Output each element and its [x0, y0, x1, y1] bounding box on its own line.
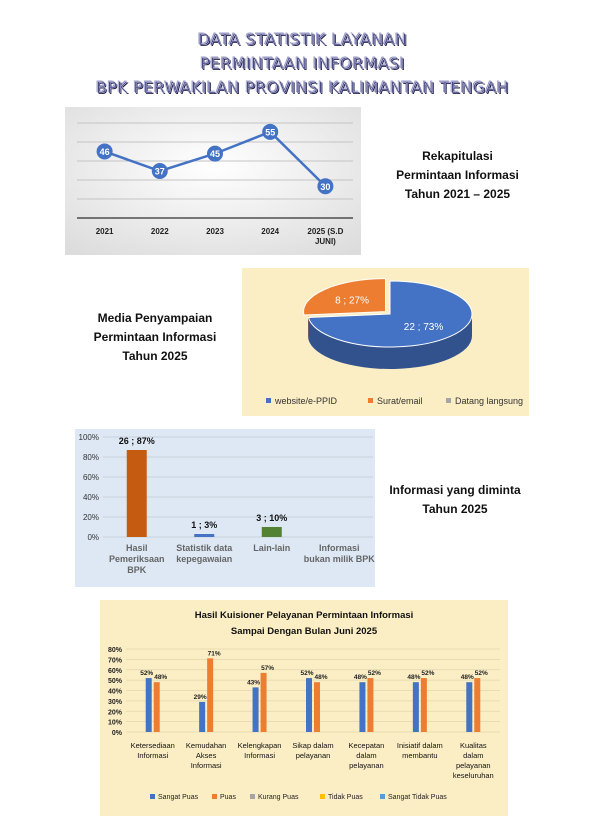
x-tick-label: dalam [463, 751, 484, 760]
x-tick-label: Kualitas [459, 741, 487, 750]
legend-swatch [368, 398, 373, 403]
legend-swatch [212, 794, 217, 799]
caption-1-line-3: Tahun 2021 – 2025 [404, 187, 511, 201]
data-label: 46 [99, 146, 110, 157]
x-tick-label: dalam [356, 751, 377, 760]
bar [413, 682, 419, 732]
data-label: 48% [353, 674, 367, 682]
data-label: 45 [209, 149, 221, 160]
y-tick-label: 10% [107, 719, 122, 727]
pie-chart-panel [242, 268, 529, 416]
y-tick-label: 40% [82, 493, 99, 502]
x-tick-label: pelayanan [349, 761, 384, 770]
data-label: 52% [140, 670, 154, 678]
bar [359, 682, 365, 732]
x-tick-label: Pemeriksaan [108, 554, 165, 564]
data-label: 52% [421, 670, 435, 678]
x-tick-label: Kelengkapan [237, 741, 282, 750]
data-label: 26 ; 87% [118, 436, 155, 446]
bar [262, 527, 282, 537]
y-tick-label: 20% [82, 513, 99, 522]
x-tick-label: 2021 [95, 227, 114, 236]
y-tick-label: 80% [107, 647, 122, 654]
y-tick-label: 0% [111, 730, 122, 737]
legend-swatch [150, 794, 155, 799]
data-label: 29% [193, 693, 207, 701]
bar [146, 678, 152, 732]
data-label: 55 [265, 127, 276, 138]
data-label: 52% [300, 670, 314, 678]
caption-informasi [375, 481, 535, 519]
y-tick-label: 80% [82, 453, 99, 462]
data-label: 52% [367, 670, 381, 678]
bar [207, 658, 213, 732]
pie-slice-label: 22 ; 73% [403, 322, 444, 334]
legend-swatch [266, 398, 271, 403]
y-tick-label: 50% [107, 678, 122, 686]
x-tick-label: Akses [195, 751, 217, 760]
legend-swatch [320, 794, 325, 799]
caption-3-line-2: Tahun 2025 [422, 502, 488, 516]
bar [253, 687, 259, 732]
legend-label: Sangat Puas [158, 794, 199, 801]
y-tick-label: 60% [82, 473, 99, 482]
legend-label: Datang langsung [455, 396, 524, 406]
x-tick-label: Kemudahan [185, 741, 227, 750]
title-line-1: DATA STATISTIK LAYANAN [197, 30, 408, 49]
data-label: 57% [261, 664, 275, 672]
y-tick-label: 60% [107, 667, 122, 675]
legend-label: Tidak Puas [328, 794, 363, 801]
bar [127, 450, 147, 537]
caption-3-line-1: Informasi yang diminta [389, 483, 521, 497]
title-line-3: BPK PERWAKILAN PROVINSI KALIMANTAN TENGAH [95, 78, 510, 97]
caption-1-line-2: Permintaan Informasi [396, 168, 519, 182]
x-tick-label: Kecepatan [348, 741, 385, 750]
x-tick-label: Informasi [137, 751, 169, 760]
x-tick-label: kepegawaian [176, 554, 233, 564]
caption-2-line-3: Tahun 2025 [122, 349, 188, 363]
survey-grouped-bar-chart [100, 600, 508, 816]
x-tick-label: Informasi [244, 751, 275, 760]
x-tick-label: pelayanan [295, 751, 331, 760]
page-title [0, 28, 605, 100]
legend-label: Kurang Puas [258, 794, 299, 801]
data-label: 48% [314, 674, 328, 682]
data-label: 48% [460, 674, 474, 682]
survey-chart-subtitle: Sampai Dengan Bulan Juni 2025 [230, 626, 378, 637]
x-tick-label: 2025 (S.D [307, 227, 344, 236]
survey-chart-title: Hasil Kuisioner Pelayanan Permintaan Informasi [194, 610, 414, 621]
data-label: 1 ; 3% [191, 520, 218, 530]
bar [306, 678, 312, 732]
data-label: 71% [207, 650, 221, 658]
caption-rekapitulasi [360, 147, 555, 204]
caption-media [60, 309, 250, 366]
bar [261, 673, 267, 732]
x-tick-label: Informasi [318, 543, 360, 553]
bar [421, 678, 427, 732]
yearly-requests-line-chart [65, 107, 361, 255]
x-tick-label: membantu [402, 751, 438, 760]
data-label: 3 ; 10% [256, 513, 288, 523]
x-tick-label: Hasil [125, 543, 148, 553]
data-label: 52% [474, 670, 488, 678]
y-tick-label: 30% [107, 698, 122, 706]
x-tick-label: JUNI) [314, 237, 336, 246]
data-label: 48% [154, 674, 168, 682]
data-label: 43% [247, 679, 261, 687]
caption-1-line-1: Rekapitulasi [422, 149, 493, 163]
data-label: 30 [320, 181, 331, 192]
bar [314, 682, 320, 732]
legend-label: Surat/email [377, 396, 423, 406]
y-tick-label: 70% [107, 657, 122, 665]
x-tick-label: Sikap dalam [292, 741, 334, 750]
y-tick-label: 0% [87, 533, 99, 542]
x-tick-label: 2024 [261, 227, 280, 236]
bar [199, 702, 205, 732]
information-requested-bar-chart [75, 429, 375, 587]
survey-chart-panel [100, 600, 508, 816]
x-tick-label: Inisiatif dalam [396, 741, 443, 750]
legend-label: Puas [220, 794, 236, 801]
line-chart-panel [65, 107, 361, 255]
x-tick-label: pelayanan [455, 761, 491, 770]
bar [367, 678, 373, 732]
x-tick-label: 2023 [206, 227, 224, 236]
y-tick-label: 100% [78, 433, 99, 442]
bar [466, 682, 472, 732]
bar [474, 678, 480, 732]
caption-2-line-2: Permintaan Informasi [93, 330, 217, 344]
x-tick-label: BPK [127, 565, 147, 575]
media-pie-chart [242, 268, 529, 416]
bar [154, 682, 160, 732]
x-tick-label: Ketersediaan [130, 741, 175, 750]
title-line-2: PERMINTAAN INFORMASI [200, 54, 405, 73]
legend-swatch [380, 794, 385, 799]
x-tick-label: bukan milik BPK [303, 554, 375, 564]
x-tick-label: Informasi [190, 761, 222, 770]
x-tick-label: Statistik data [176, 543, 233, 553]
data-label: 48% [407, 674, 421, 682]
x-tick-label: 2022 [150, 227, 169, 236]
legend-label: website/e-PPID [275, 396, 338, 406]
x-tick-label: keseluruhan [452, 771, 494, 780]
y-tick-label: 40% [107, 688, 122, 696]
legend-swatch [446, 398, 451, 403]
legend-swatch [250, 794, 255, 799]
caption-2-line-1: Media Penyampaian [97, 311, 213, 325]
x-tick-label: Lain-lain [253, 543, 291, 553]
bar-chart-panel [75, 429, 375, 587]
y-tick-label: 20% [107, 709, 122, 717]
data-label: 37 [154, 166, 165, 177]
bar [194, 534, 214, 537]
legend-label: Sangat Tidak Puas [388, 794, 447, 801]
pie-slice-label: 8 ; 27% [335, 295, 369, 307]
